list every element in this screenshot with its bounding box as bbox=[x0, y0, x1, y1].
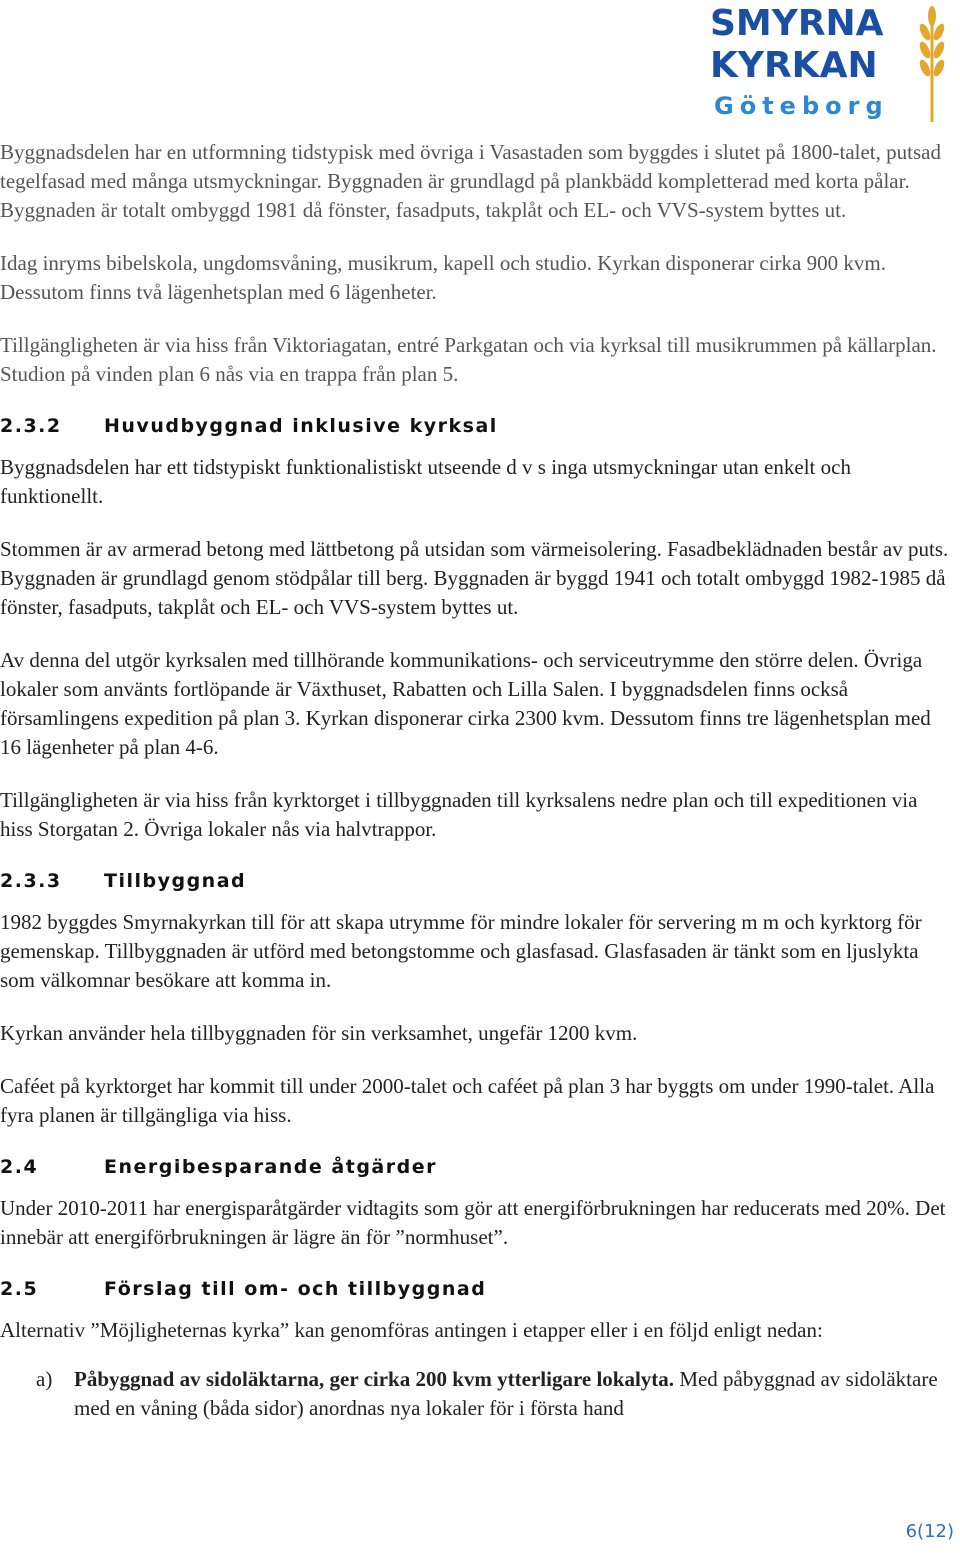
paragraph: Byggnadsdelen har ett tidstypiskt funktionalistiskt utseende d v s inga utsmyckningar utan enkelt och funktionellt. bbox=[0, 455, 851, 508]
section-heading-2-4 bbox=[0, 1154, 955, 1180]
paragraph: Byggnadsdelen har en utformning tidstypisk med övriga i Vasastaden som byggdes i slutet på 1800-talet, putsad tegelfasad med många utsmyckningar. Byggnaden är grundlagd på plankbädd kompletterad med korta pålar. Byggnaden är totalt ombyggd 1981 då fönster, fasadputs, takplåt och EL- och VVS-system byttes ut. bbox=[0, 140, 941, 222]
section-heading-2-5 bbox=[0, 1276, 955, 1302]
paragraph: Alternativ ”Möjligheternas kyrka” kan genomföras antingen i etapper eller i en följd enligt nedan: bbox=[0, 1318, 823, 1342]
wheat-icon bbox=[914, 4, 950, 122]
paragraph: 1982 byggdes Smyrnakyrkan till för att skapa utrymme för mindre lokaler för servering m m och kyrktorg för gemenskap. Tillbyggnaden är utförd med betongstomme och glasfasad. Glasfasaden är tänkt som en ljuslykta som välkomnar besökare att komma in. bbox=[0, 910, 922, 992]
paragraph: Kyrkan använder hela tillbyggnaden för sin verksamhet, ungefär 1200 kvm. bbox=[0, 1021, 638, 1045]
list-marker: a) bbox=[36, 1367, 53, 1391]
logo-line-2: KYRKAN bbox=[710, 45, 878, 86]
section-number: 2.4 bbox=[0, 1156, 39, 1178]
section-number: 2.3.3 bbox=[0, 870, 62, 892]
smyrna-kyrkan-logo bbox=[710, 4, 950, 124]
paragraph: Tillgängligheten är via hiss från Viktoriagatan, entré Parkgatan och via kyrksal till musikrummen på källarplan. Studion på vinden plan 6 nås via en trappa från plan 5. bbox=[0, 333, 937, 386]
list-item-body bbox=[74, 1365, 955, 1423]
paragraph: Idag inryms bibelskola, ungdomsvåning, musikrum, kapell och studio. Kyrkan disponerar cirka 900 kvm. Dessutom finns två lägenhetsplan med 6 lägenheter. bbox=[0, 251, 886, 304]
section-title: Huvudbyggnad inklusive kyrksal bbox=[104, 415, 498, 437]
logo-line-3: Göteborg bbox=[714, 92, 889, 120]
document-body bbox=[0, 138, 955, 1423]
section-title: Förslag till om- och tillbyggnad bbox=[104, 1278, 487, 1300]
section-title: Tillbyggnad bbox=[104, 870, 247, 892]
paragraph: Tillgängligheten är via hiss från kyrktorget i tillbyggnaden till kyrksalens nedre plan och till expeditionen via hiss Storgatan 2. Övriga lokaler nås via halvtrappor. bbox=[0, 788, 918, 841]
paragraph: Stommen är av armerad betong med lättbetong på utsidan som värmeisolering. Fasadbeklädnaden består av puts. Byggnaden är grundlagd genom stödpålar till berg. Byggnaden är byggd 1941 och totalt ombyggd 1982-1985 då fönster, fasadputs, takplåt och EL- och VVS-system byttes ut. bbox=[0, 537, 949, 619]
section-title: Energibesparande åtgärder bbox=[104, 1156, 437, 1178]
list-item-text: Med påbyggnad av sidoläktare med en våning (båda sidor) anordnas nya lokaler för i första hand bbox=[74, 1367, 938, 1420]
section-heading-2-3-3 bbox=[0, 868, 955, 894]
paragraph: Caféet på kyrktorget har kommit till under 2000-talet och caféet på plan 3 har byggts om under 1990-talet. Alla fyra planen är tillgängliga via hiss. bbox=[0, 1074, 935, 1127]
page-number: 6(12) bbox=[905, 1521, 954, 1542]
paragraph: Av denna del utgör kyrksalen med tillhörande kommunikations- och serviceutrymme den större delen. Övriga lokaler som använts fortlöpande är Växthuset, Rabatten och Lilla Salen. I byggnadsdelen finns också församlingens expedition på plan 3. Kyrkan disponerar cirka 2300 kvm. Dessutom finns tre lägenhetsplan med 16 lägenheter på plan 4-6. bbox=[0, 648, 931, 759]
section-number: 2.3.2 bbox=[0, 415, 62, 437]
paragraph: Under 2010-2011 har energisparåtgärder vidtagits som gör att energiförbrukningen har reducerats med 20%. Det innebär att energiförbrukningen är lägre än för ”normhuset”. bbox=[0, 1196, 946, 1249]
section-number: 2.5 bbox=[0, 1278, 39, 1300]
list-item bbox=[0, 1365, 955, 1423]
list-item-bold: Påbyggnad av sidoläktarna, ger cirka 200 kvm ytterligare lokalyta. bbox=[74, 1367, 675, 1391]
logo-line-1: SMYRNA bbox=[710, 3, 884, 44]
section-heading-2-3-2 bbox=[0, 413, 955, 439]
